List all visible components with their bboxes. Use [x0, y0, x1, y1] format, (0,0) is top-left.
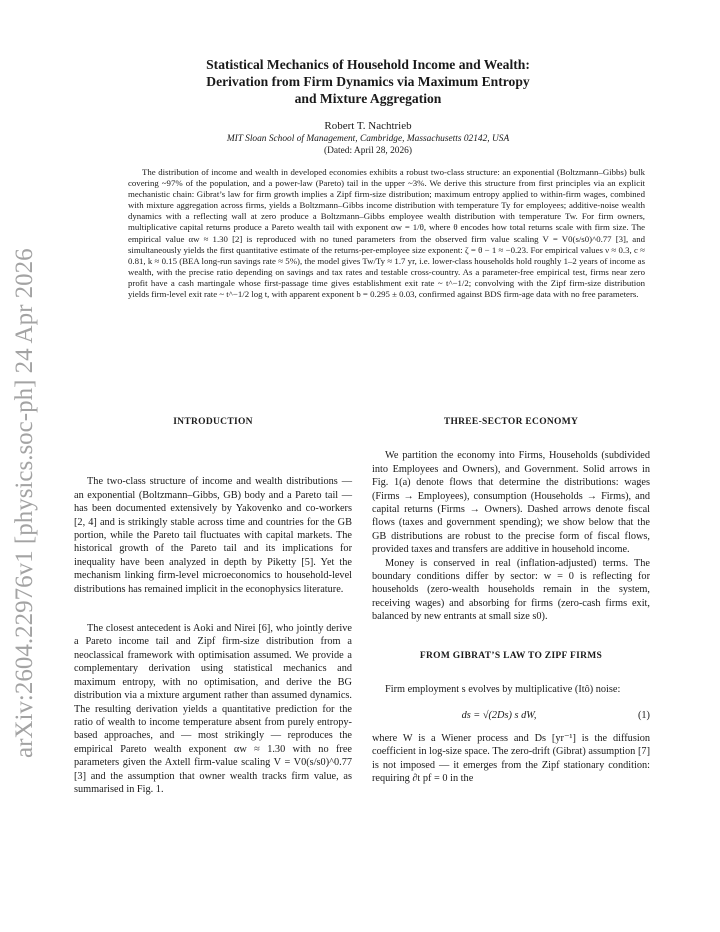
title-line-3: and Mixture Aggregation — [294, 91, 442, 106]
equation-1 — [372, 709, 650, 722]
intro-paragraph-2: The closest antecedent is Aoki and Nirei [6], who jointly derive a Pareto income tail and Zipf firm-size distribution from a neoclassical framework with optimisation assumed. We provide a complementary derivation using statistical mechanics and maximum entropy, with no optimisation, and derive the BG distribution via a mixture argument rather than assumed dynamics. The resulting derivation yields a quantitative prediction for the ratio of wealth to income temperature absent from purely entropy-based approaches, and — most strikingly — reproduces the empirical Pareto wealth exponent αw ≈ 1.30 with no free parameters given the Axtell firm-value scaling V = V0(s/s0)^0.77 [3] and the assumption that owner wealth tracks firm value, as summarised in Fig. 1. — [74, 623, 352, 795]
right-column — [372, 416, 650, 786]
gibrat-paragraph-1: Firm employment s evolves by multiplicative (Itô) noise: — [385, 684, 621, 696]
paper-title — [74, 56, 662, 107]
section-heading-introduction: INTRODUCTION — [173, 417, 253, 427]
title-line-1: Statistical Mechanics of Household Income and Wealth: — [206, 57, 530, 72]
arxiv-identifier: arXiv:2604.22976v1 [physics.soc-ph] 24 Apr 2026 — [11, 248, 38, 758]
intro-paragraph-1: The two-class structure of income and wealth distributions — an exponential (Boltzmann–Gibbs, GB) body and a Pareto tail — has been documented extensively by Yakovenko and co-workers [2, 4] and is strikingly stable across time and countries for the GB portion, while the Pareto tail fluctuates with capital markets. The historical growth of the Pareto tail and its implications for inequality have been analyzed in depth by Piketty [5]. Yet the mechanism linking firm-level microeconomics to household-level distributions has remained implicit in the econophysics literature. — [74, 476, 352, 595]
author-name: Robert T. Nachtrieb — [324, 120, 412, 132]
paper-page — [74, 56, 662, 795]
arxiv-side-stamp — [0, 50, 50, 770]
left-column — [74, 416, 352, 796]
title-line-2: Derivation from Firm Dynamics via Maximum Entropy — [206, 74, 530, 89]
three-sector-paragraph-2: Money is conserved in real (inflation-adjusted) terms. The boundary conditions differ by sector: w = 0 is reflecting for households (zero-wealth households remain in the system, receiving wages) and absorbing for firms (zero-cash firms exit, balanced by new entrants at small size s0). — [372, 557, 650, 623]
paper-date: (Dated: April 28, 2026) — [323, 146, 412, 156]
equation-1-expression: ds = √(2Ds) s dW, — [461, 709, 537, 721]
three-sector-paragraph-1: We partition the economy into Firms, Households (subdivided into Employees and Owners), and Government. Solid arrows in Fig. 1(a) denote flows that determine the distributions: wages (Firms → Employees), consumption (Households → Firms), and capital returns (Firms → Owners). Dashed arrows denote fiscal flows (taxes and government spending); we show below that the GB distributions are robust to the precise form of fiscal flows, provided taxes and transfers are additive in household income. — [372, 450, 650, 556]
equation-1-number: (1) — [637, 709, 650, 721]
gibrat-paragraph-2: where W is a Wiener process and Ds [yr⁻¹] is the diffusion coefficient in log-size space. The zero-drift (Gibrat) assumption [7] is not imposed — it emerges from the Zipf stationary condition: requiring ∂t pf = 0 in the — [372, 732, 650, 785]
author-affiliation: MIT Sloan School of Management, Cambridge, Massachusetts 02142, USA — [226, 134, 510, 144]
abstract: The distribution of income and wealth in developed economies exhibits a robust two-class structure: an exponential (Boltzmann–Gibbs) bulk covering ~97% of the population, and a power-law (Pareto) tail in the upper ~3%. We derive this structure from first principles via an explicit mechanistic chain: Gibrat’s law for firm growth implies a Zipf firm-size distribution; maximum entropy applied to within-firm wages, combined with mixture aggregation across firms, yields a Boltzmann–Gibbs income distribution with temperature Ty for employees; additive-noise wealth dynamics with a reflecting wall at zero produce a Boltzmann–Gibbs employee wealth distribution with temperature Tw. For firm owners, multiplicative capital returns produce a Pareto wealth tail with exponent αw = 1/θ, where θ encodes how total returns scale with firm size. The empirical value αw ≈ 1.30 [2] is reproduced with no tuned parameters from the observed firm value scaling V = V0(s/s0)^0.77 [3], and simultaneously yields the first quantitative estimate of the returns-per-employee size exponent: ζ = θ − 1 ≈ −0.23. For empirical values ν ≈ 0.3, c ≈ 0.81, k ≈ 0.15 (BEA long-run savings rate ≈ 5%), the model gives Tw/Ty ≈ 1.7 yr, i.e. lower-class households hold roughly 1–2 years of income as wealth, with the precise ratio depending on savings and tax rates and testable cross-country. As a parameter-free empirical test, firms near zero profit have a cash martingale whose first-passage time gives establishment exit rate ~ t^−1/2; convolving with the Zipf firm-size distribution yields firm-level exit rate ~ t^−1/2 log t, with apparent exponent b = 0.295 ± 0.03, confirmed against BDS firm-age data with no free parameters. — [128, 167, 645, 300]
section-heading-three-sector: THREE-SECTOR ECONOMY — [443, 417, 579, 427]
section-heading-gibrat-zipf: FROM GIBRAT’S LAW TO ZIPF FIRMS — [419, 650, 603, 661]
